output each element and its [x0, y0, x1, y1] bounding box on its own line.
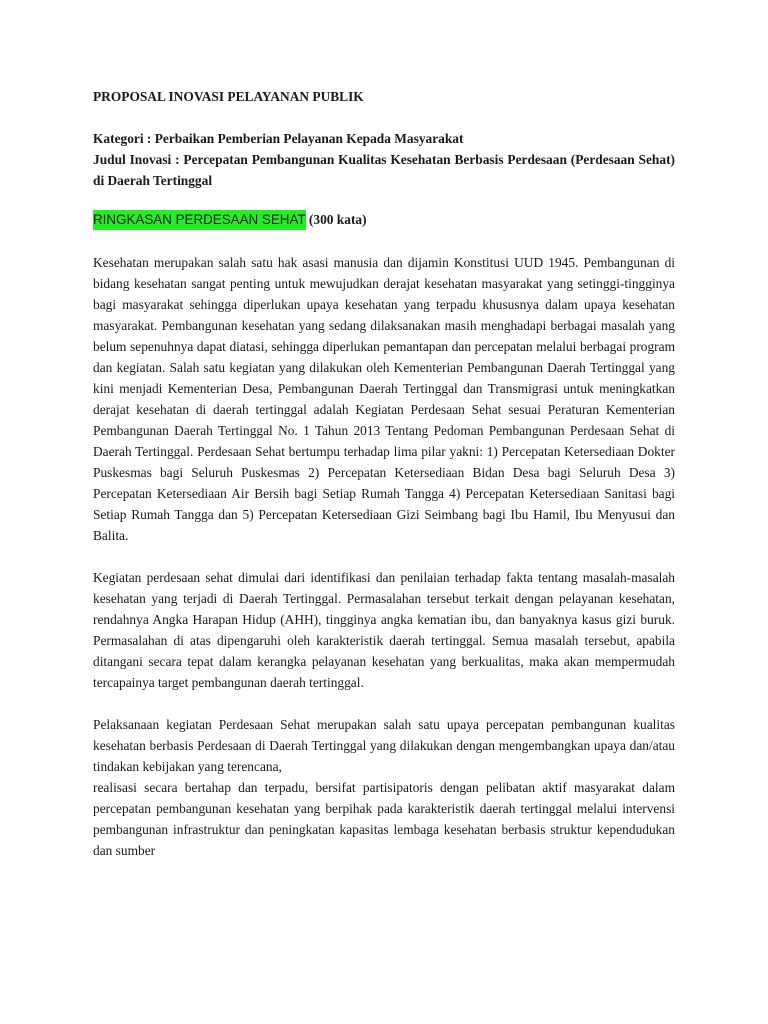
paragraph-2: Kegiatan perdesaan sehat dimulai dari identifikasi dan penilaian terhadap fakta tentang masalah-masalah kesehatan yang terjadi di Daerah Tertinggal. Permasalahan tersebut terkait dengan pelayanan kesehatan, rendahnya Angka Harapan Hidup (AHH), tingginya angka kematian ibu, dan banyaknya kasus gizi buruk. Permasalahan di atas dipengaruhi oleh karakteristik daerah tertinggal. Semua masalah tersebut, apabila ditangani secara tepat dalam kerangka pelayanan kesehatan yang berkualitas, maka akan mempermudah tercapainya target pembangunan daerah tertinggal. — [93, 570, 675, 690]
innovation-title-line: Judul Inovasi : Percepatan Pembangunan Kualitas Kesehatan Berbasis Perdesaan (Perdesaan Sehat) di Daerah Tertinggal — [93, 152, 675, 188]
category-line: Kategori : Perbaikan Pemberian Pelayanan Kepada Masyarakat — [93, 131, 464, 146]
meta-block — [93, 128, 675, 191]
document-title: PROPOSAL INOVASI PELAYANAN PUBLIK — [93, 89, 364, 104]
section-heading-highlight: RINGKASAN PERDESAAN SEHAT — [93, 210, 306, 230]
section-heading-suffix: (300 kata) — [305, 212, 367, 227]
section-heading — [93, 209, 675, 230]
paragraph-4: realisasi secara bertahap dan terpadu, bersifat partisipatoris dengan pelibatan aktif masyarakat dalam percepatan pembangunan kesehatan yang berpihak pada karakteristik daerah tertinggal melalui intervensi pembangunan infrastruktur dan peningkatan kapasitas lembaga kesehatan berbasis struktur kependudukan dan sumber — [93, 780, 675, 858]
paragraph-3: Pelaksanaan kegiatan Perdesaan Sehat merupakan salah satu upaya percepatan pembangunan kualitas kesehatan berbasis Perdesaan di Daerah Tertinggal yang dilakukan dengan mengembangkan upaya dan/atau tindakan kebijakan yang terencana, — [93, 717, 675, 774]
paragraph-1: Kesehatan merupakan salah satu hak asasi manusia dan dijamin Konstitusi UUD 1945. Pembangunan di bidang kesehatan sangat penting untuk mewujudkan derajat kesehatan masyarakat yang setinggi-tingginya bagi masyarakat sehingga diperlukan upaya kesehatan yang terpadu khususnya dalam upaya kesehatan masyarakat. Pembangunan kesehatan yang sedang dilaksanakan masih menghadapi berbagai masalah yang belum sepenuhnya dapat diatasi, sehingga diperlukan pemantapan dan percepatan melalui berbagai program dan kegiatan. Salah satu kegiatan yang dilakukan oleh Kementerian Pembangunan Daerah Tertinggal yang kini menjadi Kementerian Desa, Pembangunan Daerah Tertinggal dan Transmigrasi untuk meningkatkan derajat kesehatan di daerah tertinggal adalah Kegiatan Perdesaan Sehat sesuai Peraturan Kementerian Pembangunan Daerah Tertinggal No. 1 Tahun 2013 Tentang Pedoman Pembangunan Perdesaan Sehat di Daerah Tertinggal. Perdesaan Sehat bertumpu terhadap lima pilar yakni: 1) Percepatan Ketersediaan Dokter Puskesmas bagi Seluruh Puskesmas 2) Percepatan Ketersediaan Bidan Desa bagi Seluruh Desa 3) Percepatan Ketersediaan Air Bersih bagi Setiap Rumah Tangga 4) Percepatan Ketersediaan Sanitasi bagi Setiap Rumah Tangga dan 5) Percepatan Ketersediaan Gizi Seimbang bagi Ibu Hamil, Ibu Menyusui dan Balita. — [93, 255, 675, 543]
document-page — [93, 86, 675, 861]
